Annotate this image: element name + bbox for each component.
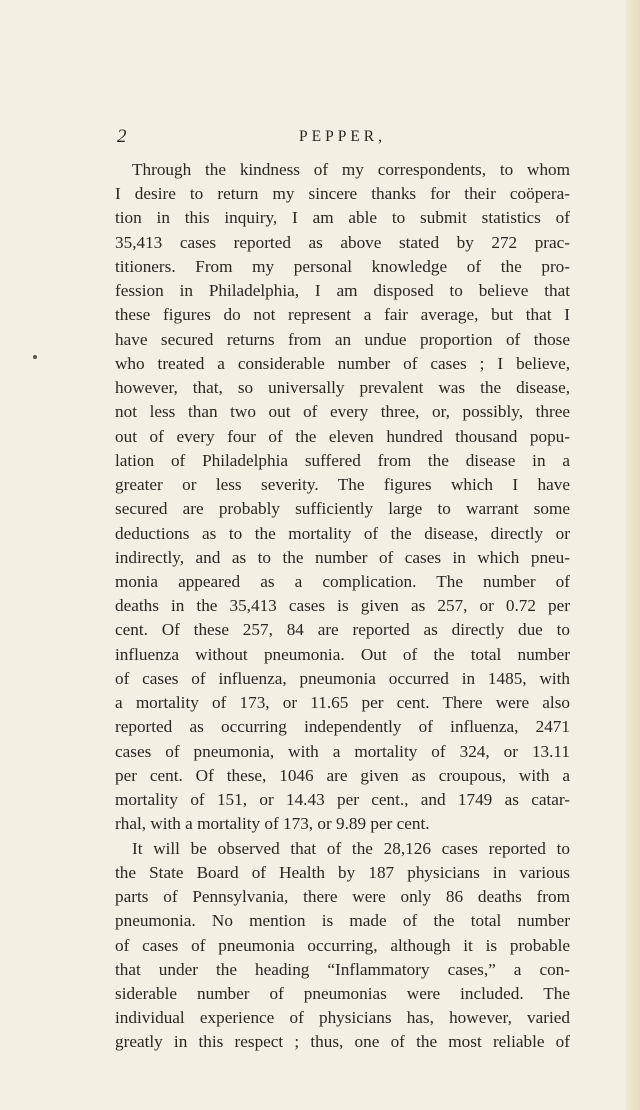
- text-line: Through the kindness of my correspondents, to whom: [132, 160, 570, 179]
- text-line: influenza without pneumonia. Out of the total number: [115, 644, 570, 664]
- page-edge-shading: [626, 0, 640, 1110]
- running-title: PEPPER,: [298, 128, 386, 145]
- text-line: cases of pneumonia, with a mortality of 324, or 13.11: [115, 741, 570, 761]
- text-line: deaths in the 35,413 cases is given as 257, or 0.72 per: [115, 596, 570, 616]
- text-line: deductions as to the mortality of the disease, directly or: [115, 523, 570, 543]
- text-line: individual experience of physicians has, however, varied: [115, 1008, 570, 1028]
- text-line: however, that, so universally prevalent was the disease,: [115, 378, 570, 398]
- running-head: [115, 124, 570, 150]
- text-line: per cent. Of these, 1046 are given as croupous, with a: [115, 765, 570, 785]
- body-text: [115, 158, 570, 1055]
- text-line: mortality of 151, or 14.43 per cent., and 1749 as catar-: [115, 790, 570, 810]
- text-line: out of every four of the eleven hundred thousand popu-: [115, 426, 570, 446]
- text-line: of cases of pneumonia occurring, although it is probable: [115, 935, 570, 955]
- text-line: tion in this inquiry, I am able to submit statistics of: [115, 208, 570, 228]
- text-line: parts of Pennsylvania, there were only 86 deaths from: [115, 887, 570, 907]
- text-line: lation of Philadelphia suffered from the disease in a: [115, 450, 570, 470]
- page-number: 2: [117, 126, 127, 147]
- text-line: who treated a considerable number of cases ; I believe,: [115, 353, 570, 373]
- text-line: of cases of influenza, pneumonia occurred in 1485, with: [115, 668, 570, 688]
- text-line: the State Board of Health by 187 physicians in various: [115, 862, 570, 882]
- text-line: pneumonia. No mention is made of the total number: [115, 911, 570, 931]
- text-line: greater or less severity. The figures which I have: [115, 475, 570, 495]
- text-line: reported as occurring independently of influenza, 2471: [115, 717, 570, 737]
- text-line: titioners. From my personal knowledge of the pro-: [115, 256, 570, 276]
- text-line: secured are probably sufficiently large to warrant some: [115, 499, 570, 519]
- text-line: It will be observed that of the 28,126 cases reported to: [132, 838, 570, 858]
- text-line: siderable number of pneumonias were included. The: [115, 983, 570, 1003]
- text-line: indirectly, and as to the number of cases in which pneu-: [115, 547, 570, 567]
- text-line: greatly in this respect ; thus, one of the most reliable of: [115, 1032, 570, 1052]
- text-line: have secured returns from an undue proportion of those: [115, 329, 570, 349]
- text-line: a mortality of 173, or 11.65 per cent. There were also: [115, 693, 570, 713]
- text-line: that under the heading “Inflammatory cases,” a con-: [115, 959, 570, 979]
- text-line: I desire to return my sincere thanks for their coöpera-: [115, 184, 570, 204]
- text-line: not less than two out of every three, or, possibly, three: [115, 402, 570, 422]
- text-line: these figures do not represent a fair average, but that I: [115, 305, 570, 325]
- text-line: fession in Philadelphia, I am disposed to believe that: [115, 281, 570, 301]
- ink-speck: [33, 355, 37, 359]
- text-line: rhal, with a mortality of 173, or 9.89 per cent.: [115, 814, 430, 834]
- text-line: monia appeared as a complication. The number of: [115, 571, 570, 591]
- text-line: 35,413 cases reported as above stated by 272 prac-: [115, 232, 570, 252]
- text-line: cent. Of these 257, 84 are reported as directly due to: [115, 620, 570, 640]
